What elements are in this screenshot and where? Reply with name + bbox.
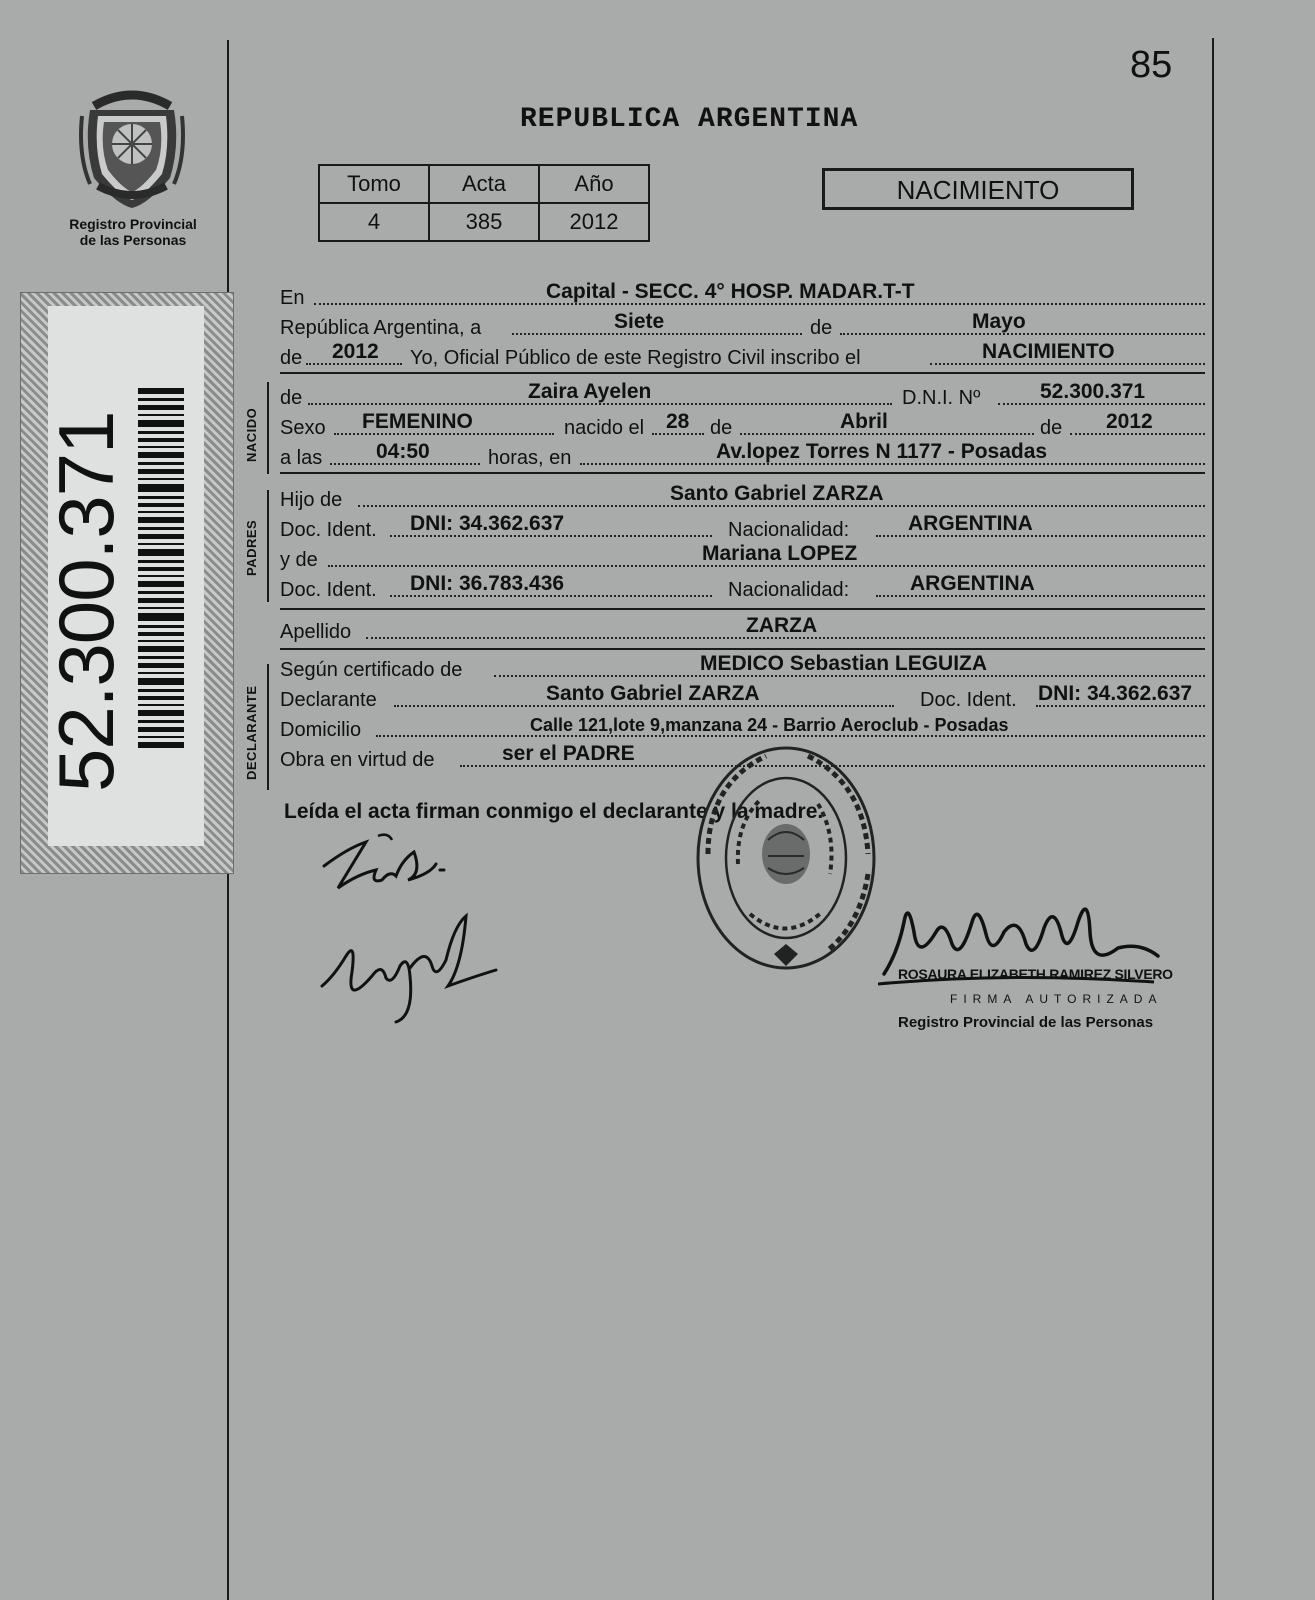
birth-year: 2012 [1106,410,1153,433]
inscribo-text: Yo, Oficial Público de este Registro Civil inscribo el [410,347,861,369]
row-mother [280,542,1205,572]
domicilio-label: Domicilio [280,719,362,741]
right-margin-line [1212,38,1214,1600]
child-de-label: de [280,387,303,409]
birth-place: Av.lopez Torres N 1177 - Posadas [716,440,1048,463]
page-number: 85 [1130,44,1173,86]
father-nationality-label: Nacionalidad: [728,519,850,541]
reference-table [318,164,650,242]
divider-2 [280,472,1205,474]
declarante-label: Declarante [280,689,377,711]
row-address [280,716,1205,742]
certificate-issuer: MEDICO Sebastian LEGUIZA [700,652,988,675]
apellido-label: Apellido [280,621,352,643]
hijo-de-label: Hijo de [280,489,343,511]
padres-bracket [267,490,269,602]
dni-label: D.N.I. Nº [902,387,981,409]
ref-value-acta: 385 [429,203,539,241]
official-name: ROSAURA ELIZABETH RAMIREZ SILVERO [898,966,1173,982]
certificado-label: Según certificado de [280,659,463,681]
inscribo-value: NACIMIENTO [982,340,1115,363]
closing-text: Leída el acta firman conmigo el declarante y la madre. [284,800,824,823]
child-name: Zaira Ayelen [528,380,652,403]
declarant-doc: DNI: 34.362.637 [1038,682,1193,705]
act-month: Mayo [972,310,1026,333]
registry-caption-line1: Registro Provincial [69,216,197,232]
ref-header-acta: Acta [429,165,539,203]
registry-logo [76,86,188,212]
father-name: Santo Gabriel ZARZA [670,482,884,505]
child-sex: FEMENINO [362,410,473,433]
row-sex-birth [280,410,1205,440]
mother-nationality-label: Nacionalidad: [728,579,850,601]
de-year-label: de [280,347,303,369]
birth-de-label-2: de [1040,417,1063,439]
document-title: REPUBLICA ARGENTINA [520,104,859,135]
row-place [280,280,1205,310]
obra-label: Obra en virtud de [280,749,435,771]
nacido-bracket [267,382,269,474]
row-certificate [280,652,1205,682]
mother-nationality: ARGENTINA [910,572,1035,595]
declarant-capacity: ser el PADRE [502,742,635,765]
surname: ZARZA [746,614,818,637]
birth-month: Abril [840,410,888,433]
ref-value-tomo: 4 [319,203,429,241]
official-institution: Registro Provincial de las Personas [898,1014,1154,1031]
birth-time: 04:50 [376,440,430,463]
official-role: FIRMA AUTORIZADA [950,992,1163,1006]
birth-day: 28 [666,410,690,433]
row-child-name [280,380,1205,410]
father-doc: DNI: 34.362.637 [410,512,565,535]
declarant-address: Calle 121,lote 9,manzana 24 - Barrio Aeroclub - Posadas [530,715,1009,735]
registry-caption-line2: de las Personas [79,232,187,248]
row-surname [280,614,1205,644]
divider-3 [280,608,1205,610]
sexo-label: Sexo [280,417,326,439]
declarant-signature [318,830,458,910]
ref-header-ano: Año [539,165,649,203]
republica-label: República Argentina, a [280,317,482,339]
divider-1 [280,372,1205,374]
act-year: 2012 [332,340,379,363]
nacido-el-label: nacido el [564,417,645,439]
father-doc-label: Doc. Ident. [280,519,377,541]
row-father-doc [280,512,1205,542]
row-inscribo [280,340,1205,370]
declarant-doc-label: Doc. Ident. [920,689,1017,711]
declarant-name: Santo Gabriel ZARZA [546,682,760,705]
father-nationality: ARGENTINA [908,512,1033,535]
nacido-section-label: NACIDO [244,407,259,462]
mother-doc: DNI: 36.783.436 [410,572,565,595]
birth-de-label: de [710,417,733,439]
registry-caption [58,216,208,248]
ref-header-tomo: Tomo [319,165,429,203]
horas-label: horas, en [488,447,572,469]
row-declarant [280,682,1205,712]
declarante-bracket [267,664,269,790]
mother-name: Mariana LOPEZ [702,542,858,565]
record-type-box: NACIMIENTO [822,168,1134,210]
padres-section-label: PADRES [244,519,259,576]
row-date [280,310,1205,340]
declarante-section-label: DECLARANTE [244,685,259,780]
ref-value-ano: 2012 [539,203,649,241]
divider-4 [280,648,1205,650]
dni-large-number: 52.300.371 [42,411,130,792]
barcode [138,388,184,748]
row-mother-doc [280,572,1205,602]
child-dni: 52.300.371 [1040,380,1146,403]
official-stamp [688,744,884,998]
row-father [280,482,1205,512]
act-place: Capital - SECC. 4° HOSP. MADAR.T-T [546,280,915,303]
mother-signature [316,906,506,1026]
y-de-label: y de [280,549,318,571]
a-las-label: a las [280,447,323,469]
en-label: En [280,287,305,309]
row-time-place [280,440,1205,470]
mother-doc-label: Doc. Ident. [280,579,377,601]
de-label: de [810,317,833,339]
act-day: Siete [614,310,665,333]
